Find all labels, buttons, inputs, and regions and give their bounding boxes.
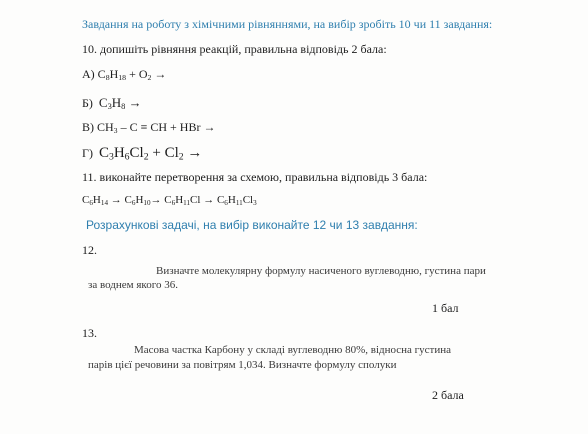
section-calculation-header: Розрахункові задачі, на вибір виконайте 12 чи 13 завдання: (86, 218, 418, 232)
assignment-header: Завдання на роботу з хімічними рівняннями, на вибір зробіть 10 чи 11 завдання: (82, 17, 493, 31)
task-12-text-line2: за воднем якого 36. (88, 279, 178, 291)
task-11-title: 11. виконайте перетворення за схемою, правильна відповідь 3 бала: (82, 170, 428, 184)
equation-a: А) $C_8H_{18} + O_2$ → (82, 67, 167, 82)
task-13-number: 13. (82, 326, 97, 340)
task-12-points: 1 бал (432, 301, 459, 315)
equation-b: Б) $C_3H_8$ → (82, 95, 142, 112)
task-13-text-line2: парів цієї речовини за повітрям 1,034. Визначте формулу сполуки (88, 359, 397, 371)
task-12-number: 12. (82, 243, 97, 257)
task-13-text-line1: Масова частка Карбону у складі вуглеводню 80%, відносна густина (134, 344, 452, 356)
task-10-title: 10. допишіть рівняння реакцій, правильна відповідь 2 бала: (82, 42, 387, 56)
task-13-points: 2 бала (432, 388, 464, 402)
transformation-scheme: $C_6H_{14} \to C_6H_{10}\to C_6H_{11}Cl \to C_6H_{11}Cl_3$ (82, 194, 257, 207)
equation-v: В) $CH_3$ – C ≡ CH + HBr → (82, 120, 216, 135)
equation-g: Г) $C_3H_6Cl_2 + Cl_2$ → (82, 145, 203, 163)
equation-g-label: Г) (82, 146, 93, 160)
equation-a-label: А) (82, 67, 95, 81)
equation-b-label: Б) (82, 96, 93, 110)
equation-v-label: В) (82, 120, 94, 134)
task-12-text-line1: Визначте молекулярну формулу насиченого вуглеводню, густина пари (156, 265, 486, 277)
